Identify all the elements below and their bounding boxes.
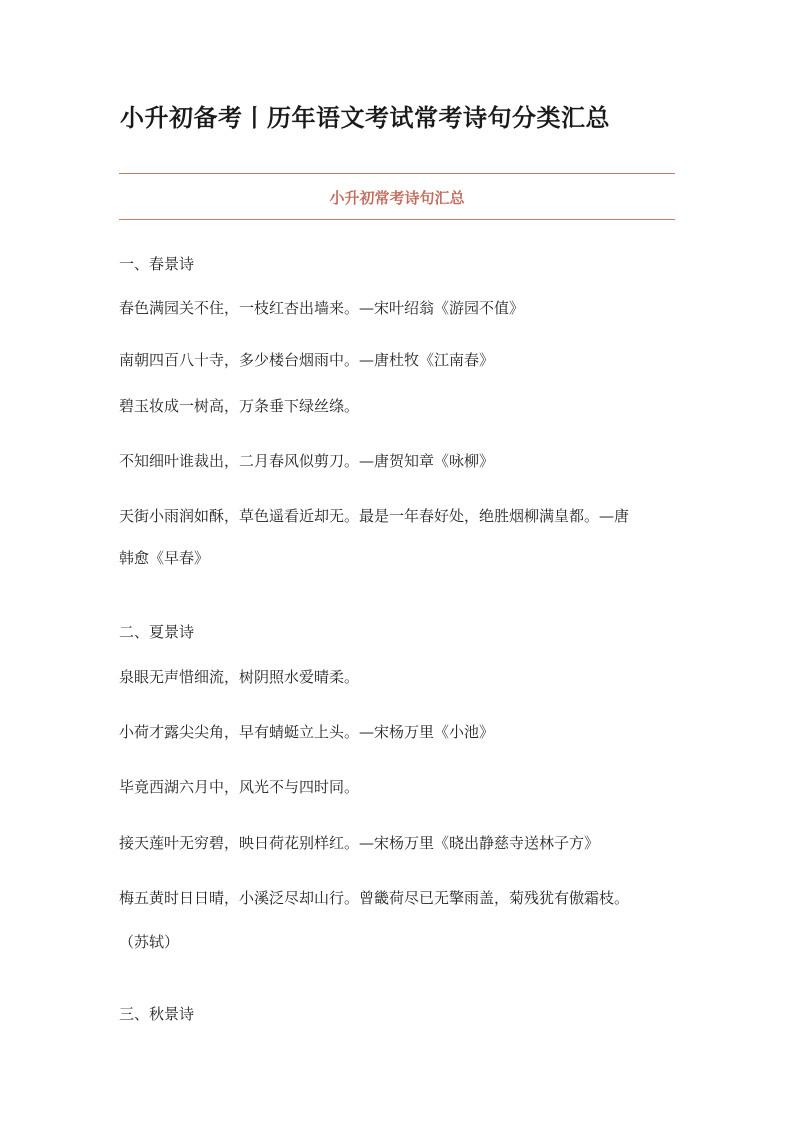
- document-title: 小升初备考丨历年语文考试常考诗句分类汇总: [120, 103, 610, 132]
- poem-line: 南朝四百八十寺，多少楼台烟雨中。—唐杜牧《江南春》: [119, 351, 495, 369]
- banner-bottom-rule: [119, 219, 675, 220]
- poem-line: 接天莲叶无穷碧，映日荷花别样红。—宋杨万里《晓出静慈寺送林子方》: [119, 834, 600, 852]
- poem-line: 碧玉妆成一树高，万条垂下绿丝绦。: [119, 397, 360, 415]
- poem-line: 春色满园关不住，一枝红杏出墙来。—宋叶绍翁《游园不值》: [119, 299, 525, 317]
- section-heading-summer: 二、夏景诗: [119, 623, 195, 641]
- section-heading-spring: 一、春景诗: [119, 255, 195, 273]
- poem-line: 梅五黄时日日晴，小溪泛尽却山行。曾畿荷尽已无擎雨盖，菊残犹有傲霜枝。: [119, 889, 630, 907]
- poem-line: 韩愈《早春》: [119, 549, 210, 567]
- poem-line: 毕竟西湖六月中，风光不与四时同。: [119, 778, 360, 796]
- banner-heading: 小升初常考诗句汇总: [329, 189, 465, 207]
- poem-line: 泉眼无声惜细流，树阴照水爱晴柔。: [119, 668, 360, 686]
- section-heading-autumn: 三、秋景诗: [119, 1005, 195, 1023]
- poem-line: 天街小雨润如酥，草色遥看近却无。最是一年春好处，绝胜烟柳满皇都。—唐: [119, 507, 630, 525]
- poem-line: （苏轼）: [119, 933, 180, 951]
- poem-line: 小荷才露尖尖角，早有蜻蜓立上头。—宋杨万里《小池》: [119, 723, 495, 741]
- poem-line: 不知细叶谁裁出，二月春风似剪刀。—唐贺知章《咏柳》: [119, 452, 495, 470]
- banner-top-rule: [119, 173, 675, 174]
